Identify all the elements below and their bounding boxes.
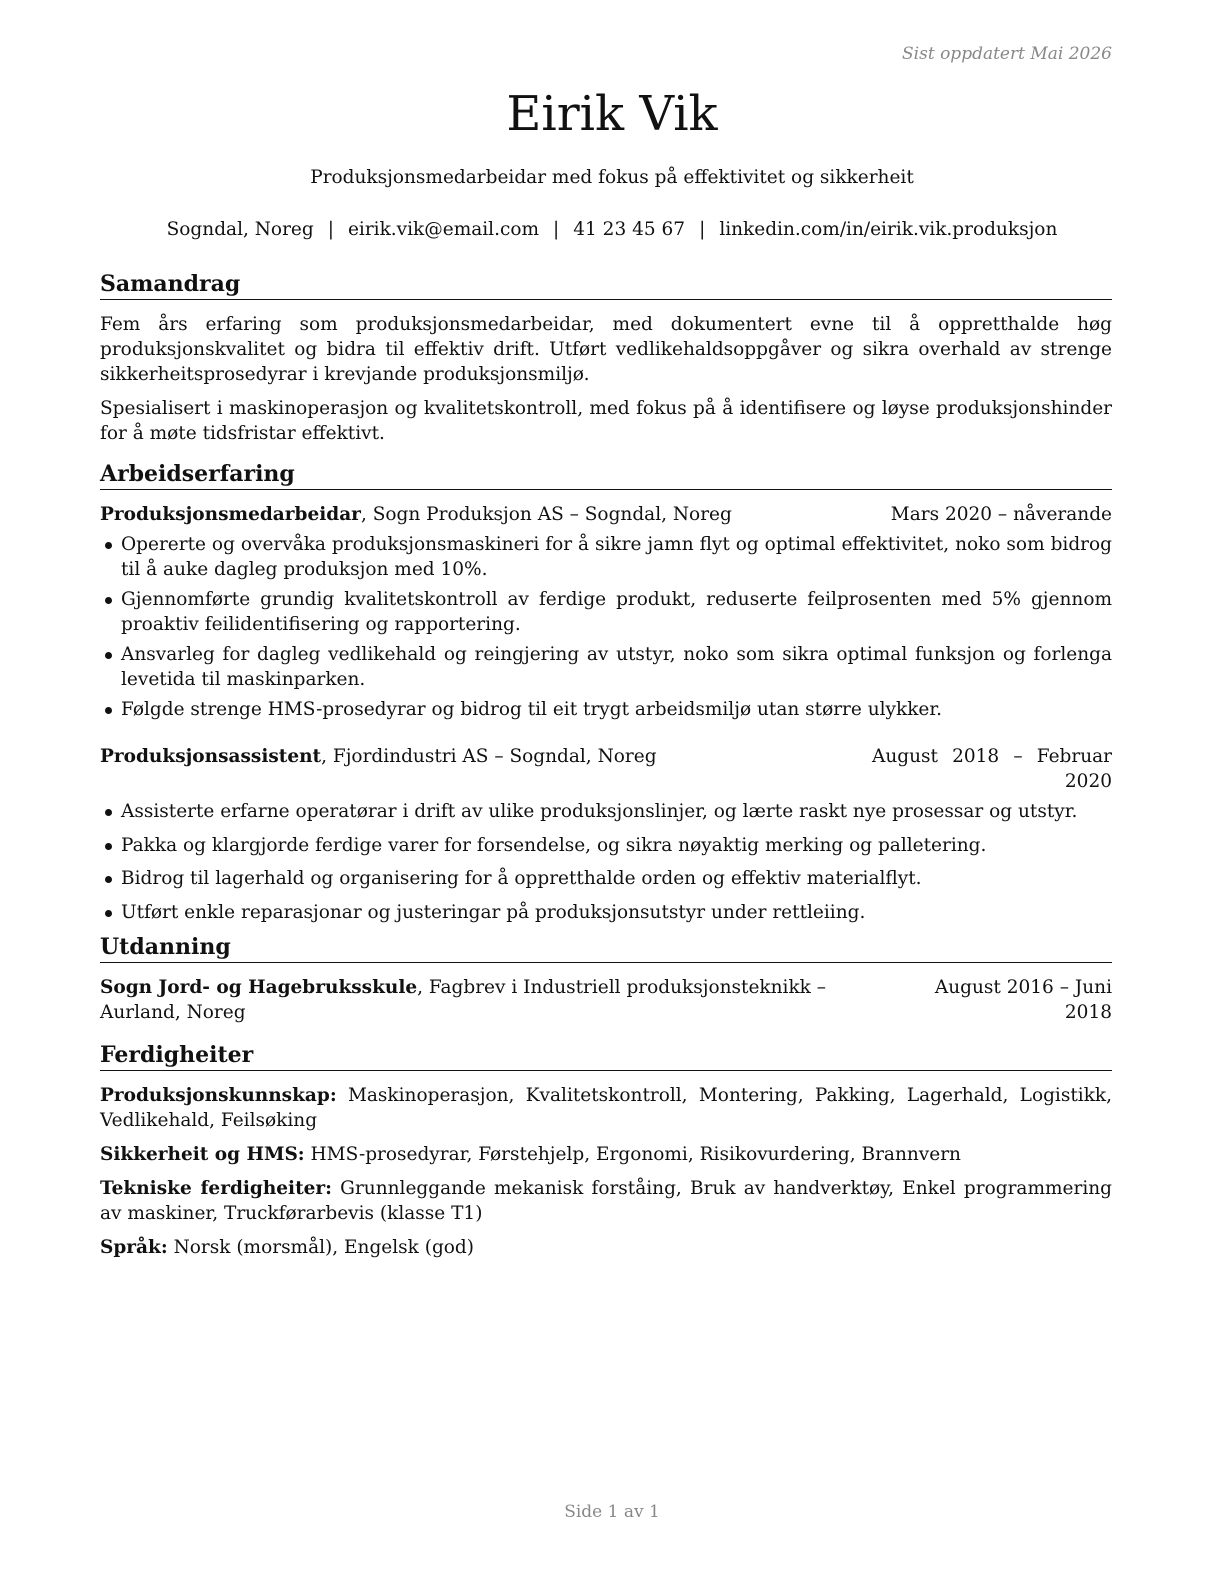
education-entry: [100, 975, 1112, 1025]
resume-body: [100, 270, 1112, 1269]
contact-separator: |: [327, 219, 334, 240]
section-title-summary: Samandrag: [100, 270, 1112, 300]
summary-paragraph: Spesialisert i maskinoperasjon og kvalitetskontroll, med fokus på å identifisere og løyse produksjonshinder for å møte tidsfristar effektivt.: [100, 398, 1112, 444]
bullet-item: Følgde strenge HMS-prosedyrar og bidrog til eit trygt arbeidsmiljø utan større ulykker.: [100, 697, 1112, 722]
skills-section: [100, 1041, 1112, 1260]
bullet-item: Pakka og klargjorde ferdige varer for forsendelse, og sikra nøyaktig merking og palletering.: [100, 833, 1112, 858]
tagline: Produksjonsmedarbeidar med fokus på effektivitet og sikkerheit: [310, 167, 914, 188]
bullet-item: Gjennomførte grundig kvalitetskontroll av ferdige produkt, reduserte feilprosenten med 5% gjennom proaktiv feilidentifisering og rapportering.: [100, 587, 1112, 637]
skill-label: Produksjonskunnskap:: [100, 1085, 337, 1106]
job-dates: August 2018 – Februar 2020: [872, 746, 1112, 792]
page-number: Side 1 av 1: [564, 1502, 660, 1522]
contact-phone: 41 23 45 67: [573, 219, 686, 240]
summary-paragraph: Fem års erfaring som produksjonsmedarbeidar, med dokumentert evne til å oppretthalde høg produksjonskvalitet og bidra til effektiv drift. Utført vedlikehaldsoppgåver og sikra overhald av strenge sikkerheitsprosedyrar i krevjande produksjonsmiljø.: [100, 314, 1112, 385]
job-entry: [100, 744, 1112, 925]
bullet-item: Ansvarleg for dagleg vedlikehald og reingjering av utstyr, noko som sikra optimal funksjon og forlenga levetida til maskinparken.: [100, 642, 1112, 692]
contact-linkedin[interactable]: linkedin.com/in/eirik.vik.produksjon: [719, 219, 1058, 240]
school-name: Sogn Jord- og Hagebruksskule: [100, 977, 418, 998]
last-updated: Sist oppdatert Mai 2026: [902, 44, 1112, 64]
job-dates: Mars 2020 – nåverande: [890, 504, 1112, 525]
job-header: [100, 744, 1112, 794]
skill-label: Språk:: [100, 1237, 168, 1258]
contact-separator: |: [553, 219, 560, 240]
skill-list: Norsk (morsmål), Engelsk (god): [167, 1237, 474, 1258]
contact-line: [0, 219, 1224, 240]
skill-group: [100, 1083, 1112, 1133]
section-title-education: Utdanning: [100, 933, 1112, 963]
job-role: Produksjonsmedarbeidar: [100, 504, 361, 525]
job-role: Produksjonsassistent: [100, 746, 322, 767]
candidate-name: Eirik Vik: [506, 86, 718, 142]
education-detail: , Fagbrev i Industriell produksjonsteknikk – Aurland, Noreg: [100, 977, 827, 1023]
job-title-line: [100, 502, 732, 527]
experience-section: [100, 460, 1112, 925]
contact-separator: |: [699, 219, 706, 240]
contact-location: Sogndal, Noreg: [166, 219, 314, 240]
skill-label: Tekniske ferdigheiter:: [100, 1178, 332, 1199]
skill-group: [100, 1142, 1112, 1167]
bullet-item: Utført enkle reparasjonar og justeringar på produksjonsutstyr under rettleiing.: [100, 900, 1112, 925]
job-entry: [100, 502, 1112, 722]
contact-email[interactable]: eirik.vik@email.com: [347, 219, 540, 240]
job-title-line: [100, 744, 657, 794]
skill-label: Sikkerheit og HMS:: [100, 1144, 305, 1165]
job-company: , Fjordindustri AS – Sogndal, Noreg: [321, 746, 657, 767]
job-company: , Sogn Produksjon AS – Sogndal, Noreg: [360, 504, 732, 525]
job-bullets: [100, 799, 1112, 925]
education-dates: August 2016 – Juni 2018: [934, 977, 1112, 1023]
bullet-item: Assisterte erfarne operatørar i drift av ulike produksjonslinjer, og lærte raskt nye prosessar og utstyr.: [100, 799, 1112, 824]
skill-group: [100, 1235, 1112, 1260]
bullet-item: Opererte og overvåka produksjonsmaskineri for å sikre jamn flyt og optimal effektivitet, noko som bidrog til å auke dagleg produksjon med 10%.: [100, 532, 1112, 582]
skill-group: [100, 1176, 1112, 1226]
section-title-experience: Arbeidserfaring: [100, 460, 1112, 490]
skill-list: HMS-prosedyrar, Førstehjelp, Ergonomi, Risikovurdering, Brannvern: [304, 1144, 961, 1165]
education-line: [100, 975, 902, 1025]
skill-list: Maskinoperasjon, Kvalitetskontroll, Montering, Pakking, Lagerhald, Logistikk, Vedlikehald, Feilsøking: [100, 1085, 1112, 1131]
section-title-skills: Ferdigheiter: [100, 1041, 1112, 1071]
bullet-item: Bidrog til lagerhald og organisering for å oppretthalde orden og effektiv materialflyt.: [100, 866, 1112, 891]
job-header: [100, 502, 1112, 527]
summary-section: [100, 270, 1112, 446]
education-section: [100, 933, 1112, 1025]
job-bullets: [100, 532, 1112, 722]
skill-list: Grunnleggande mekanisk forståing, Bruk av handverktøy, Enkel programmering av maskiner, Truckførarbevis (klasse T1): [100, 1178, 1112, 1224]
